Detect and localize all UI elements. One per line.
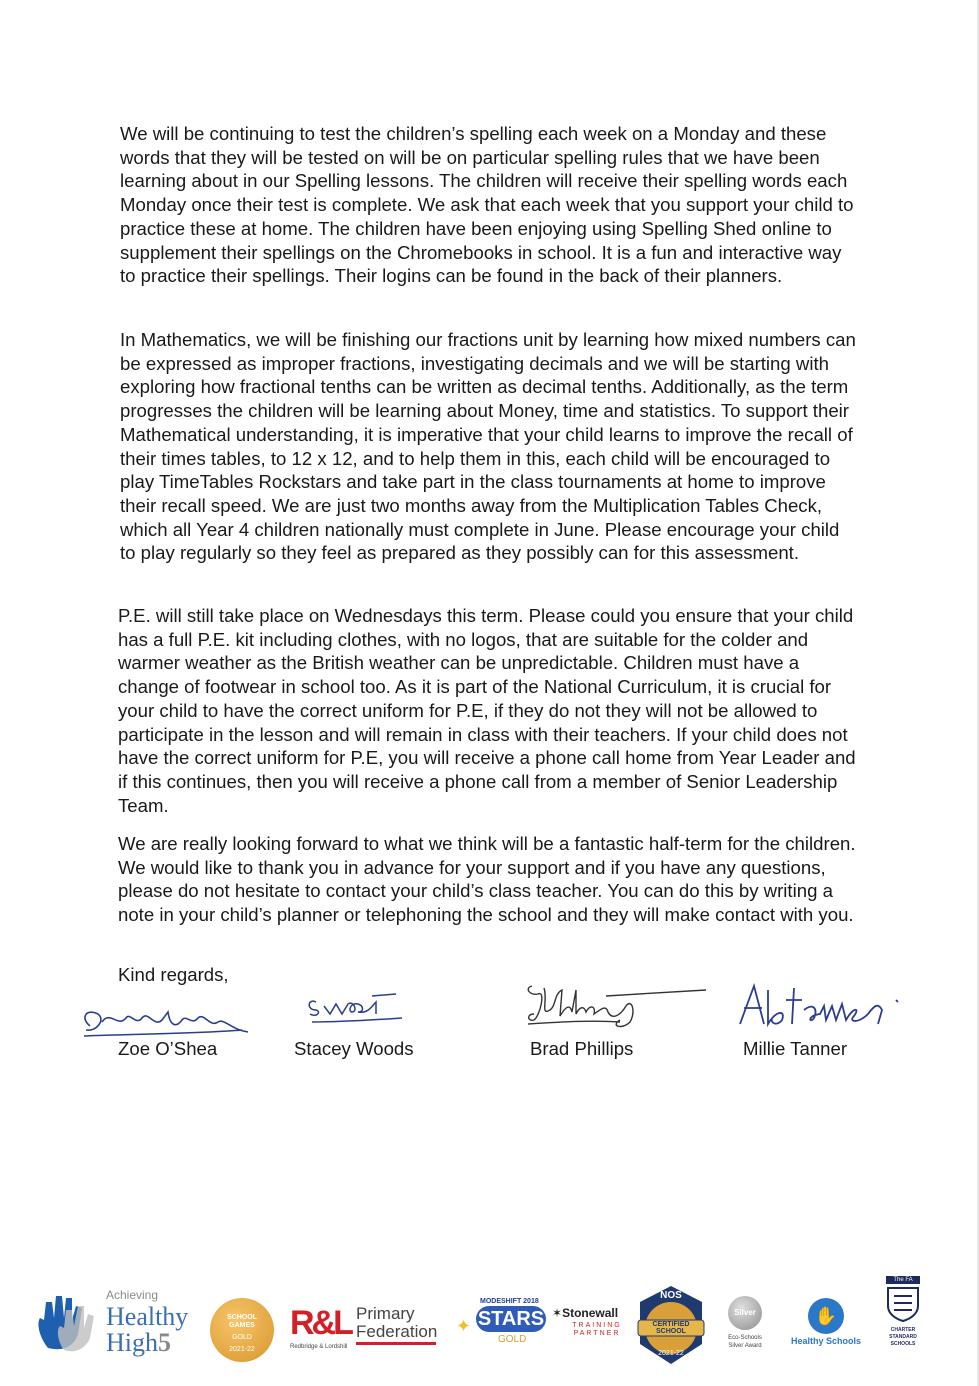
- eco-line1: Eco-Schools: [728, 1335, 762, 1341]
- signature-stacey-woods: [302, 988, 412, 1028]
- healthy-high5-line2-wrap: [106, 1328, 171, 1358]
- paragraph-mathematics: In Mathematics, we will be finishing our fractions unit by learning how mixed numbers can be expressed as improper fractions, investigating decimals and we will be starting with exploring how fractional tenths can be written as decimal tenths. Additionally, as the term progresses the children will be learning about Money, time and statistics. To support their Mathematical understanding, it is imperative that your child learns to improve the recall of their times tables, to 12 x 12, and to help them in this, each child will be encouraged to play TimeTables Rockstars and take part in the class tournaments at home to improve their recall speed. We are just two months away from the Multiplication Tables Check, which all Year 4 children nationally must complete in June. Please encourage your child to play regularly so they feel as prepared as they possibly can for this assessment.: [120, 329, 856, 564]
- signatory-name: Stacey Woods: [294, 1038, 414, 1059]
- fa-shield-icon: [886, 1286, 920, 1322]
- fa-line3: SCHOOLS: [890, 1341, 916, 1347]
- paragraph-closing: We are really looking forward to what we think will be a fantastic half-term for the children. We would like to thank you in advance for your support and if you have any questions, please do not hesitate to contact your child’s class teacher. You can do this by writing a note in your child’s planner or telephoning the school and they will make contact with you.: [118, 833, 856, 926]
- hand-icon: [34, 1288, 98, 1358]
- paragraph-pe: P.E. will still take place on Wednesdays this term. Please could you ensure that your child has a full P.E. kit including clothes, with no logos, that are suitable for the colder and warmer weather as the British weather can be unpredictable. Children must have a change of footwear in school too. As it is part of the National Curriculum, it is crucial for your child to have the correct uniform for P.E, if they do not they will not be allowed to participate in the lesson and will remain in class with their teachers. If your child does not have the correct uniform for P.E, you will receive a phone call home from Year Leader and if this continues, then you will receive a phone call from a member of Senior Leadership Team.: [118, 605, 856, 816]
- star-icon: ✦: [456, 1316, 472, 1336]
- school-games-line3: GOLD: [232, 1334, 252, 1341]
- eco-badge: [728, 1296, 762, 1330]
- nos-top: NOS: [660, 1290, 682, 1301]
- nos-certified-logo: [636, 1284, 706, 1366]
- kind-regards: Kind regards,: [118, 964, 229, 985]
- healthy-schools-name: Healthy Schools: [790, 1336, 862, 1346]
- signatory-name: Brad Phillips: [530, 1038, 634, 1059]
- rl-federation-logo: [290, 1304, 440, 1354]
- modeshift-sub: GOLD: [498, 1334, 527, 1345]
- people-icon: ✋: [808, 1298, 844, 1334]
- paragraph-spelling: We will be continuing to test the children’s spelling each week on a Monday and these words that they will be tested on will be on particular spelling rules that we have been learning about in our Spelling lessons. The children will receive their spelling words each Monday once their test is complete. We ask that each week that you support your child to practice these at home. The children have been enjoying using Spelling Shed online to supplement their spellings on the Chromebooks in school. It is a fun and interactive way to practice their spellings. Their logins can be found in the back of their planners.: [120, 123, 854, 287]
- rl-mark: R&L: [290, 1304, 351, 1342]
- healthy-high5-line1: Healthy: [106, 1302, 189, 1331]
- modeshift-main: STARS: [477, 1308, 545, 1330]
- signature-millie-tanner: [728, 980, 918, 1035]
- footer-logos: [30, 1276, 950, 1366]
- rl-line1: Primary: [356, 1304, 415, 1323]
- school-games-line4: 2021-22: [229, 1346, 255, 1353]
- healthy-high5-logo: [34, 1288, 204, 1358]
- stonewall-sub1: TRAINING: [572, 1322, 622, 1329]
- stonewall-sub2: PARTNER: [573, 1330, 621, 1337]
- modeshift-top: MODESHIFT 2018: [480, 1298, 539, 1305]
- school-games-logo: [210, 1298, 274, 1362]
- healthy-high5-num: 5: [158, 1328, 171, 1357]
- nos-mid1: CERTIFIED: [652, 1321, 690, 1328]
- nos-mid2: SCHOOL: [656, 1328, 686, 1335]
- rl-underline: [356, 1342, 436, 1345]
- stonewall-logo: [552, 1306, 632, 1346]
- school-games-line2: GAMES: [229, 1322, 255, 1329]
- fa-line1: CHARTER: [890, 1327, 916, 1333]
- nos-year: 2021-22: [658, 1350, 684, 1357]
- rl-sub: Redbridge & Lordshill: [290, 1344, 348, 1350]
- healthy-schools-logo: [784, 1298, 868, 1354]
- healthy-high5-line2: High: [106, 1328, 158, 1357]
- fa-charter-logo: [878, 1276, 928, 1356]
- signatory-name: Zoe O’Shea: [118, 1038, 218, 1059]
- stonewall-name: ✶Stonewall: [552, 1306, 619, 1320]
- fa-top: The FA: [886, 1276, 920, 1284]
- signature-zoe-oshea: [72, 1000, 252, 1042]
- rl-line2: Federation: [356, 1322, 438, 1341]
- eco-badge-text: Silver: [734, 1308, 756, 1317]
- stonewall-name-text: Stonewall: [562, 1306, 619, 1320]
- school-games-line1: SCHOOL: [227, 1314, 257, 1321]
- healthy-high5-top: Achieving: [106, 1288, 159, 1302]
- fa-line2: STANDARD: [889, 1334, 917, 1340]
- signatory-name: Millie Tanner: [743, 1038, 848, 1059]
- eco-line2: Silver Award: [728, 1343, 762, 1349]
- eco-schools-logo: [720, 1296, 770, 1360]
- signature-brad-phillips: [510, 976, 710, 1036]
- modeshift-stars-logo: [450, 1298, 550, 1354]
